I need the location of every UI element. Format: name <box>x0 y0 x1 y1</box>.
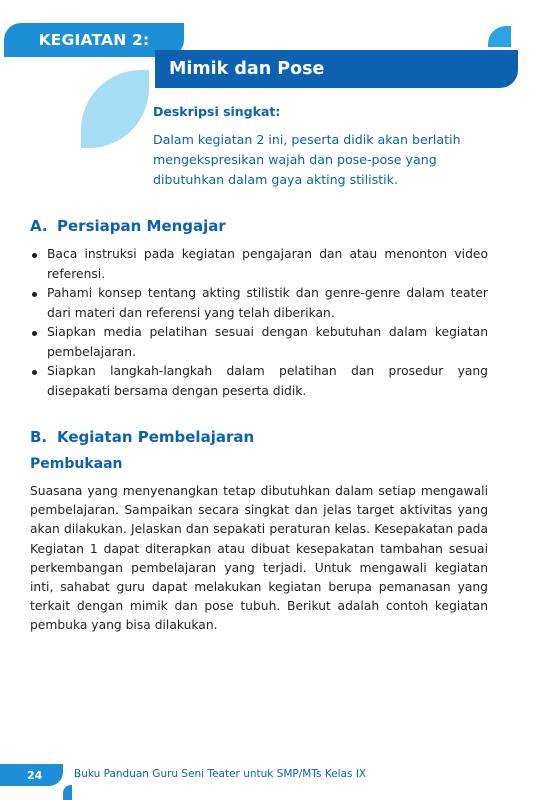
decorative-leaf-shape <box>81 70 149 148</box>
preparation-list <box>30 245 488 401</box>
decorative-corner-shape <box>488 26 511 47</box>
activity-label: KEGIATAN 2: <box>38 31 150 49</box>
section-number: A. <box>30 217 48 235</box>
list-item: Pahami konsep tentang akting stilistik dan genre-genre dalam teater dari materi dan referensi yang telah diberikan. <box>30 284 488 323</box>
subheading-pembukaan: Pembukaan <box>30 456 123 472</box>
section-heading-persiapan <box>30 217 226 235</box>
section-title: Kegiatan Pembelajaran <box>57 428 255 446</box>
page-number: 24 <box>27 768 43 782</box>
section-title: Persiapan Mengajar <box>57 217 226 235</box>
activity-title: Mimik dan Pose <box>169 59 325 79</box>
description-text: Dalam kegiatan 2 ini, peserta didik akan berlatih mengekspresikan wajah dan pose-pose yang dibutuhkan dalam gaya akting stilistik. <box>153 132 461 187</box>
section-heading-kegiatan <box>30 428 254 446</box>
list-item: Siapkan media pelatihan sesuai dengan kebutuhan dalam kegiatan pembelajaran. <box>30 323 488 362</box>
page-number-box <box>0 764 63 786</box>
footer-decorative-shape <box>63 785 72 800</box>
list-item: Baca instruksi pada kegiatan pengajaran dan atau menonton video referensi. <box>30 245 488 284</box>
footer-book-title: Buku Panduan Guru Seni Teater untuk SMP/MTs Kelas IX <box>74 768 367 780</box>
activity-title-bar <box>155 50 518 88</box>
opening-paragraph: Suasana yang menyenangkan tetap dibutuhkan dalam setiap mengawali pembelajaran. Sampaikan secara singkat dan jelas target aktivitas yang akan dilakukan. Jelaskan dan sepakati peraturan kelas. Kesepakatan pada Kegiatan 1 dapat diterapkan atau dibuat kesepakatan tambahan sesuai perkembangan pembelajaran yang terjadi. Untuk mengawali kegiatan inti, sahabat guru dapat melakukan kegiatan berupa pemanasan yang terkait dengan mimik dan pose tubuh. Berikut adalah contoh kegiatan pembuka yang bisa dilakukan. <box>30 484 488 633</box>
description-label: Deskripsi singkat: <box>153 104 281 119</box>
list-item: Siapkan langkah-langkah dalam pelatihan dan prosedur yang disepakati bersama dengan peserta didik. <box>30 362 488 401</box>
section-number: B. <box>30 428 48 446</box>
